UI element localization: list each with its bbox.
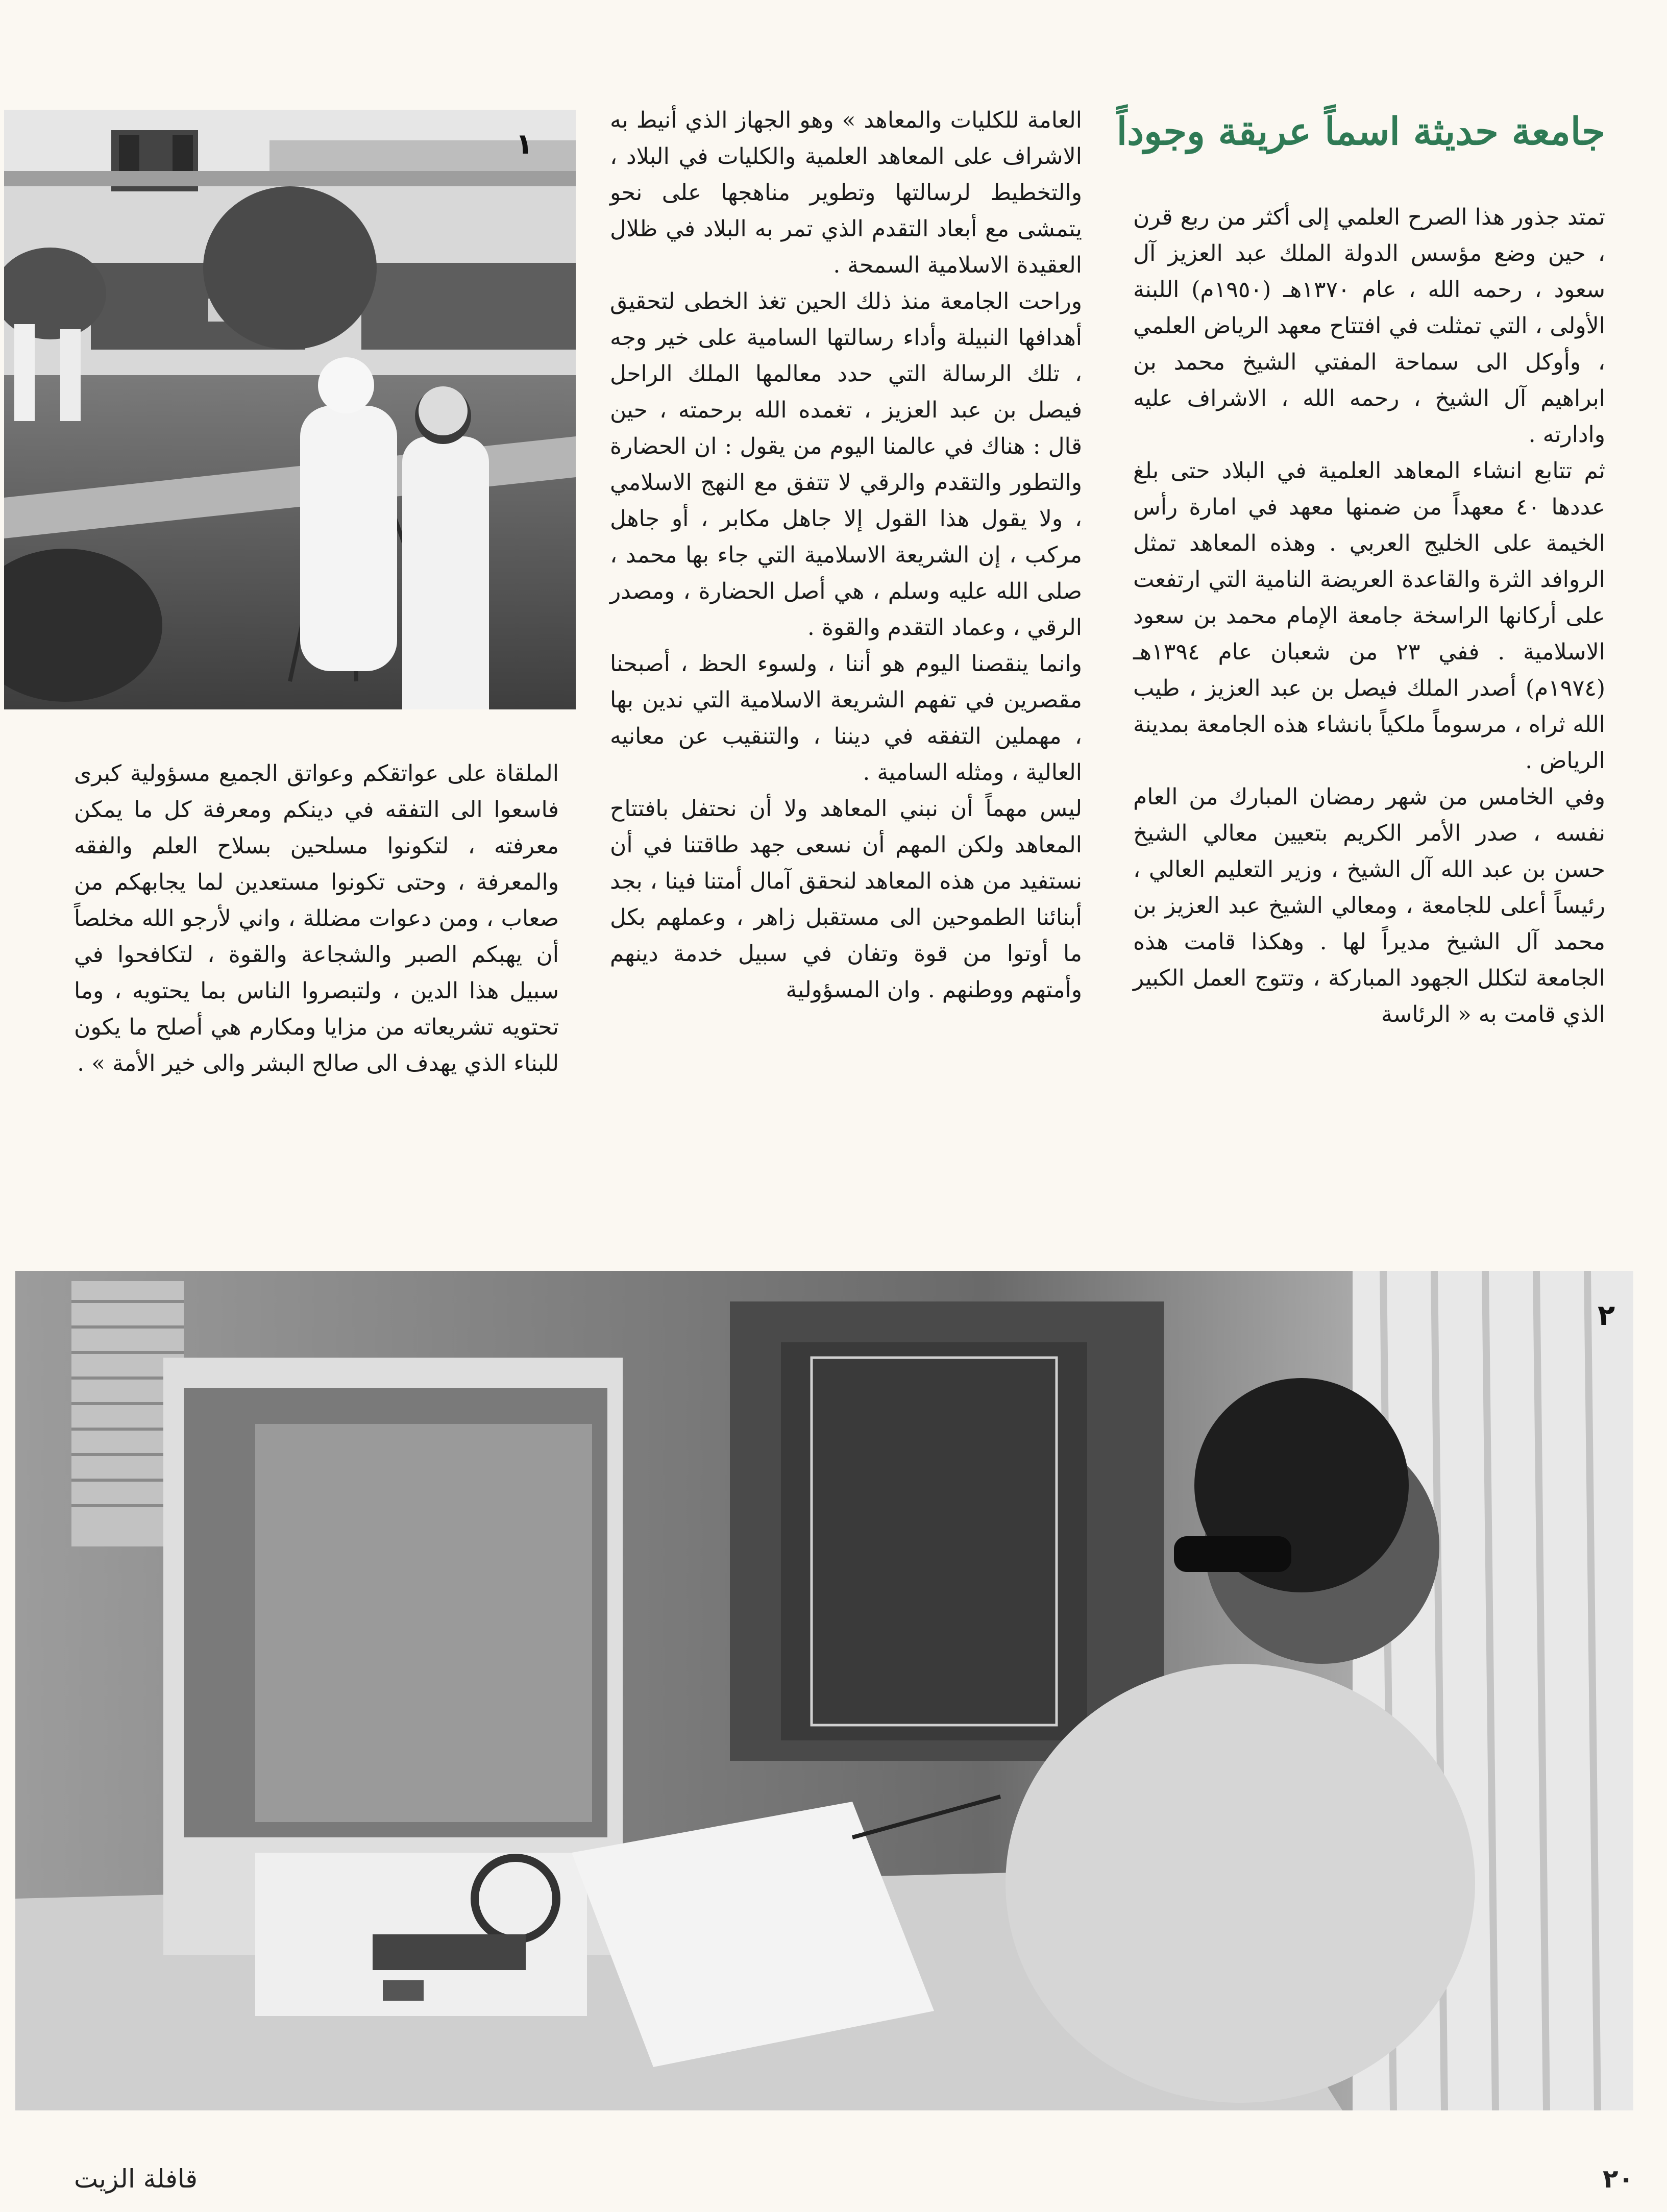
photo-number: ١ — [516, 128, 533, 161]
magazine-name: قافلة الزيت — [74, 2164, 198, 2194]
paragraph: ثم تتابع انشاء المعاهد العلمية في البلاد حتى بلغ عددها ٤٠ معهداً من ضمنها معهد في امارة رأس الخيمة على الخليج العربي . وهذه المعاهد تمثل الروافد الثرة والقاعدة العريضة النامية التي ارتفعت على أركانها الراسخة جامعة الإمام محمد بن سعود الاسلامية . ففي ٢٣ من شعبان عام ١٣٩٤هـ (١٩٧٤م) أصدر الملك فيصل بن عبد العزيز ، طيب الله ثراه ، مرسوماً ملكياً بانشاء هذه الجامعة بمدينة الرياض . — [1133, 458, 1605, 774]
photo-number: ٢ — [1598, 1299, 1615, 1332]
photo-microfilm-reader — [15, 1271, 1633, 2110]
paragraph: الملقاة على عواتقكم وعواتق الجميع مسؤولية كبرى فاسعوا الى التفقه في دينكم ومعرفة كل ما يمكن معرفته ، لتكونوا مسلحين بسلاح العلم والفقه والمعرفة ، وحتى تكونوا مستعدين لما يجابهكم من صعاب ، ومن دعوات مضللة ، واني لأرجو الله مخلصاً أن يهبكم الصبر والشجاعة والقوة ، لتكافحوا في سبيل هذا الدين ، ولتبصروا الناس بما يحتويه ، وما تحتويه تشريعاته من مزايا ومكارم هي أصلح ما يكون للبناء الذي يهدف الى صالح البشر والى خير الأمة » . — [74, 760, 559, 1076]
paragraph: وراحت الجامعة منذ ذلك الحين تغذ الخطى لتحقيق أهدافها النبيلة وأداء رسالتها السامية على خير وجه ، تلك الرسالة التي حدد معالمها الملك الراحل فيصل بن عبد العزيز ، تغمده الله برحمته ، حين قال : هناك في عالمنا اليوم من يقول : ان الحضارة والتطور والتقدم والرقي لا تتفق مع النهج الاسلامي ، ولا يقول هذا القول إلا جاهل مكابر ، أو جاهل مركب ، إن الشريعة الاسلامية التي جاء بها محمد ، صلى الله عليه وسلم ، هي أصل الحضارة ، ومصدر الرقي ، وعماد التقدم والقوة . — [610, 288, 1083, 641]
article-column-left — [74, 755, 559, 1082]
page-number: ٢٠ — [1603, 2164, 1634, 2194]
article-headline: جامعة حديثة اسماً عريقة وجوداً — [1116, 110, 1605, 154]
paragraph: ليس مهماً أن نبني المعاهد ولا أن نحتفل بافتتاح المعاهد ولكن المهم أن نسعى جهد طاقتنا في أن نستفيد من هذه المعاهد لنحقق آمال أمتنا فينا ، بجد أبنائنا الطموحين الى مستقبل زاهر ، وعملهم بكل ما أوتوا من قوة وتفان في سبيل خدمة دينهم وأمتهم ووطنهم . وان المسؤولية — [610, 796, 1083, 1003]
paragraph: العامة للكليات والمعاهد » وهو الجهاز الذي أنيط به الاشراف على المعاهد العلمية والكليات في البلاد ، والتخطيط لرسالتها وتطوير مناهجها على نحو يتمشى مع أبعاد التقدم الذي تمر به البلاد في ظلال العقيدة الاسلامية السمحة . — [610, 107, 1082, 278]
article-column-middle — [610, 102, 1082, 1008]
photo-surveying-students — [4, 110, 576, 709]
paragraph: وانما ينقصنا اليوم هو أننا ، ولسوء الحظ ، أصبحنا مقصرين في تفهم الشريعة الاسلامية التي ندين بها ، مهملين التفقه في ديننا ، والتنقيب عن معانيه العالية ، ومثله السامية . — [610, 651, 1082, 785]
article-column-right — [1133, 199, 1605, 1033]
paragraph: تمتد جذور هذا الصرح العلمي إلى أكثر من ربع قرن ، حين وضع مؤسس الدولة الملك عبد العزيز آل سعود ، رحمه الله ، عام ١٣٧٠هـ (١٩٥٠م) اللبنة الأولى ، التي تمثلت في افتتاح معهد الرياض العلمي ، وأوكل الى سماحة المفتي الشيخ محمد بن ابراهيم آل الشيخ ، رحمه الله ، الاشراف عليه وادارته . — [1133, 204, 1605, 448]
paragraph: وفي الخامس من شهر رمضان المبارك من العام نفسه ، صدر الأمر الكريم بتعيين معالي الشيخ حسن بن عبد الله آل الشيخ ، وزير التعليم العالي ، رئيساً أعلى للجامعة ، ومعالي الشيخ عبد العزيز بن محمد آل الشيخ مديراً لها . وهكذا قامت هذه الجامعة لتكلل الجهود المباركة ، وتتوج العمل الكبير الذي قامت به « الرئاسة — [1133, 784, 1605, 1027]
